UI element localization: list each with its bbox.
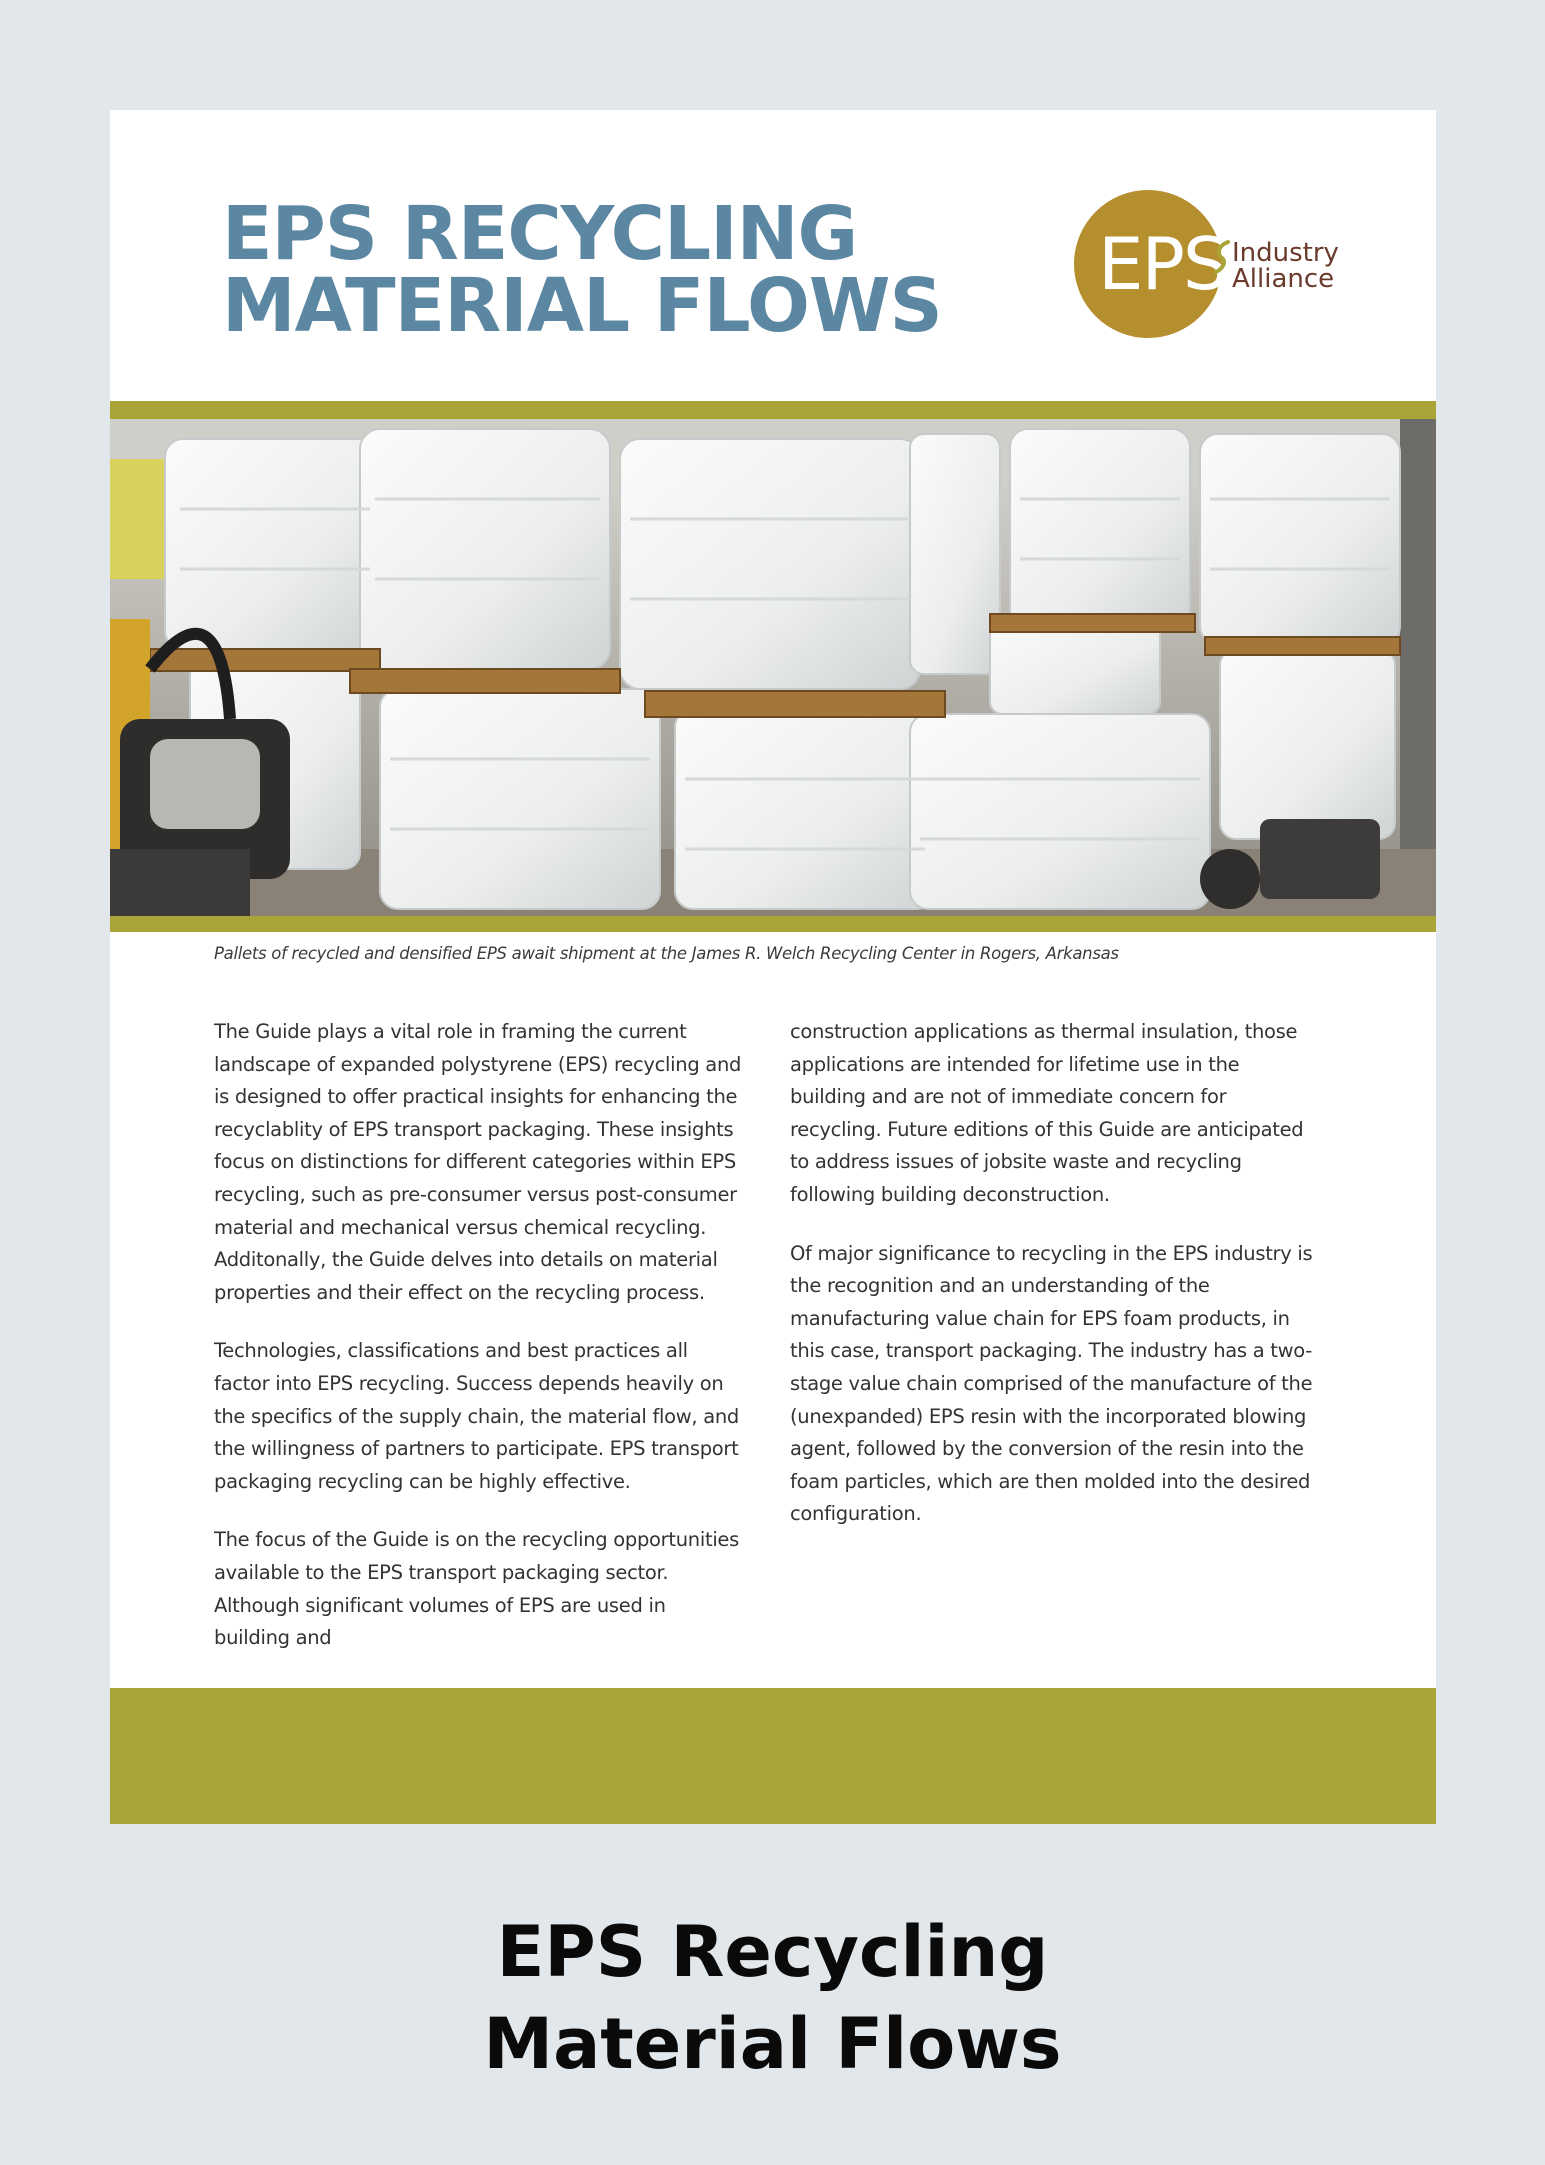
body-paragraph: construction applications as thermal insulation, those applications are intended for lifetime use in the building and are not of immediate concern for recycling. Future editions of this Guide are anticipated to address issues of jobsite waste and recycling following building deconstruction. <box>790 1020 1304 1206</box>
document-title-line2: MATERIAL FLOWS <box>222 263 942 349</box>
document-title-line1: EPS RECYCLING <box>222 191 858 277</box>
logo-swoosh-icon <box>1214 240 1230 274</box>
logo-word-industry: Industry <box>1232 238 1339 268</box>
body-column-left <box>214 1016 744 1681</box>
body-column-right <box>790 1016 1320 1557</box>
photo-caption: Pallets of recycled and densified EPS await shipment at the James R. Welch Recycling Center in Rogers, Arkansas <box>214 944 1119 963</box>
eps-industry-alliance-logo <box>1074 190 1364 340</box>
top-accent-bar <box>110 401 1436 419</box>
logo-mark: EPS <box>1098 222 1227 306</box>
body-paragraph: The Guide plays a vital role in framing the current landscape of expanded polystyrene (EPS) recycling and is designed to offer practical insights for enhancing the recyclablity of EPS transport packaging. These insights focus on distinctions for different categories within EPS recycling, such as pre-consumer versus post-consumer material and mechanical versus chemical recycling. Additonally, the Guide delves into details on material properties and their effect on the recycling process. <box>214 1020 742 1304</box>
body-paragraph: The focus of the Guide is on the recycling opportunities available to the EPS transport packaging sector. Although significant volumes of EPS are used in building and <box>214 1528 739 1650</box>
body-paragraph: Of major significance to recycling in the EPS industry is the recognition and an understanding of the manufacturing value chain for EPS foam products, in this case, transport packaging. The industry has a two-stage value chain comprised of the manufacture of the (unexpanded) EPS resin with the incorporated blowing agent, followed by the conversion of the resin into the foam particles, which are then molded into the desired configuration. <box>790 1241 1313 1526</box>
body-paragraph: Technologies, classifications and best practices all factor into EPS recycling. Success depends heavily on the specifics of the supply chain, the material flow, and the willingness of partners to participate. EPS transport packaging recycling can be highly effective. <box>214 1339 739 1493</box>
photo-bottom-accent-bar <box>110 916 1436 932</box>
logo-word-alliance: Alliance <box>1232 264 1335 294</box>
bottom-accent-band <box>110 1688 1436 1824</box>
logo-wordmark <box>1232 240 1339 292</box>
footer-title <box>0 1906 1545 2090</box>
footer-title-line1: EPS Recycling <box>496 1911 1049 1993</box>
document-page <box>110 110 1436 1824</box>
document-title <box>222 191 942 349</box>
eps-pallets-photo <box>110 419 1436 916</box>
footer-title-line2: Material Flows <box>483 2003 1062 2085</box>
